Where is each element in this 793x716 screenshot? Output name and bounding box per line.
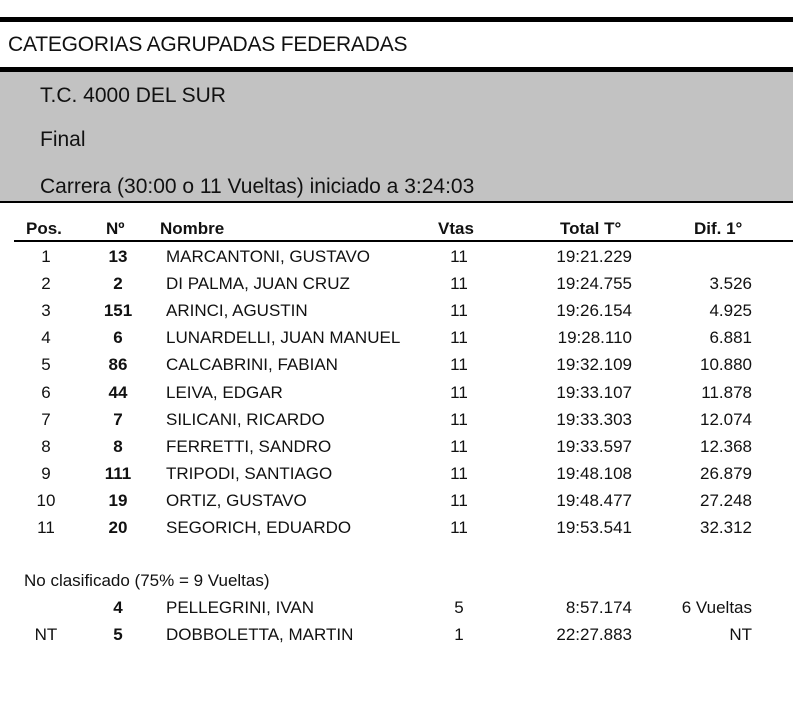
row-laps: 11: [450, 247, 468, 266]
row-name: ARINCI, AGUSTIN: [166, 301, 308, 321]
row-name: PELLEGRINI, IVAN: [166, 598, 315, 617]
table-row: [0, 274, 793, 301]
row-pos: 5: [41, 355, 51, 375]
row-diff: 11.878: [701, 382, 752, 402]
row-name: FERRETTI, SANDRO: [166, 436, 332, 456]
col-name-header: Nombre: [160, 219, 225, 238]
row-number: 151: [103, 301, 133, 321]
row-laps: 11: [450, 518, 468, 537]
row-laps: 11: [450, 463, 468, 483]
row-name: LEIVA, EDGAR: [166, 382, 283, 402]
row-total-time: 19:33.107: [556, 382, 632, 402]
row-pos: 3: [41, 301, 51, 321]
row-diff: 12.368: [700, 436, 752, 456]
row-total-time: 19:48.477: [556, 490, 632, 510]
row-pos: 8: [41, 436, 51, 456]
row-name: TRIPODI, SANTIAGO: [166, 463, 333, 483]
row-total-time: 19:21.229: [556, 247, 632, 266]
row-pos: 7: [41, 409, 51, 429]
row-total-time: 19:33.597: [556, 436, 632, 456]
header-rule: [14, 240, 793, 242]
row-laps: 11: [450, 274, 468, 294]
row-diff: 3.526: [709, 274, 752, 294]
row-total-time: 19:33.303: [556, 409, 632, 429]
row-pos: 1: [41, 247, 51, 266]
row-total-time: 8:57.174: [565, 598, 632, 617]
table-row: [0, 625, 793, 652]
row-pos: 10: [36, 490, 56, 510]
row-total-time: 19:53.541: [556, 518, 632, 537]
col-diff-header: Dif. 1°: [694, 219, 743, 238]
top-rule: [0, 17, 793, 22]
table-row: [0, 328, 793, 355]
row-total-time: 19:48.108: [556, 463, 632, 483]
row-number: 86: [108, 355, 128, 375]
table-row: [0, 301, 793, 328]
row-total-time: 22:27.883: [556, 625, 632, 644]
row-number: 2: [113, 274, 123, 294]
row-laps: 11: [450, 355, 468, 375]
row-name: ORTIZ, GUSTAVO: [166, 490, 307, 510]
row-diff: 12.074: [700, 409, 752, 429]
row-total-time: 19:28.110: [557, 328, 632, 348]
row-total-time: 19:24.755: [556, 274, 632, 294]
row-number: 19: [108, 490, 128, 510]
row-number: 8: [113, 436, 123, 456]
row-name: SILICANI, RICARDO: [166, 409, 325, 429]
row-name: CALCABRINI, FABIAN: [166, 355, 338, 375]
row-total-time: 19:26.154: [556, 301, 632, 321]
row-laps: 11: [450, 409, 468, 429]
table-row: [0, 518, 793, 545]
event-session: Final: [40, 128, 86, 151]
row-pos: NT: [34, 625, 58, 644]
row-number: 111: [104, 463, 132, 483]
row-name: MARCANTONI, GUSTAVO: [166, 247, 371, 266]
table-row: [0, 410, 793, 437]
event-series: T.C. 4000 DEL SUR: [40, 84, 226, 107]
row-diff: 6.881: [709, 328, 752, 348]
row-pos: 11: [37, 518, 55, 537]
row-laps: 1: [454, 625, 464, 644]
row-number: 20: [108, 518, 128, 537]
row-diff: 32.312: [700, 518, 752, 537]
row-laps: 11: [450, 436, 468, 456]
table-row: [0, 383, 793, 410]
not-classified-label: No clasificado (75% = 9 Vueltas): [24, 571, 270, 590]
row-pos: 9: [41, 463, 51, 483]
event-race-info: Carrera (30:00 o 11 Vueltas) iniciado a 3:24:03: [40, 175, 475, 198]
row-number: 7: [113, 409, 123, 429]
row-laps: 11: [450, 490, 468, 510]
table-row: [0, 437, 793, 464]
row-number: 5: [113, 625, 123, 644]
table-row: [0, 247, 793, 274]
row-diff: 4.925: [709, 301, 752, 321]
row-diff: 10.880: [700, 355, 752, 375]
category-title: CATEGORIAS AGRUPADAS FEDERADAS: [8, 33, 408, 56]
row-name: DOBBOLETTA, MARTIN: [166, 625, 354, 644]
col-num-header: Nº: [106, 219, 125, 238]
col-pos-header: Pos.: [26, 219, 62, 238]
row-total-time: 19:32.109: [556, 355, 632, 375]
table-row: [0, 491, 793, 518]
row-diff: NT: [729, 625, 752, 644]
row-name: LUNARDELLI, JUAN MANUEL: [166, 328, 401, 348]
row-diff: 6 Vueltas: [681, 598, 752, 617]
row-pos: 2: [41, 274, 51, 294]
table-row: [0, 355, 793, 382]
row-diff: 27.248: [700, 490, 752, 510]
row-number: 6: [113, 328, 123, 348]
row-number: 4: [113, 598, 123, 617]
col-total-header: Total T°: [560, 219, 622, 238]
row-laps: 11: [450, 382, 468, 402]
row-pos: 6: [41, 382, 51, 402]
row-diff: 26.879: [700, 463, 752, 483]
row-laps: 5: [454, 598, 464, 617]
row-name: DI PALMA, JUAN CRUZ: [166, 274, 350, 294]
col-laps-header: Vtas: [438, 219, 474, 238]
table-row: [0, 464, 793, 491]
row-laps: 11: [450, 301, 468, 321]
row-number: 13: [108, 247, 128, 266]
table-row: [0, 598, 793, 625]
row-number: 44: [108, 382, 128, 402]
row-laps: 11: [450, 328, 468, 348]
row-pos: 4: [41, 328, 51, 348]
row-name: SEGORICH, EDUARDO: [166, 518, 352, 537]
event-header: [0, 67, 793, 203]
